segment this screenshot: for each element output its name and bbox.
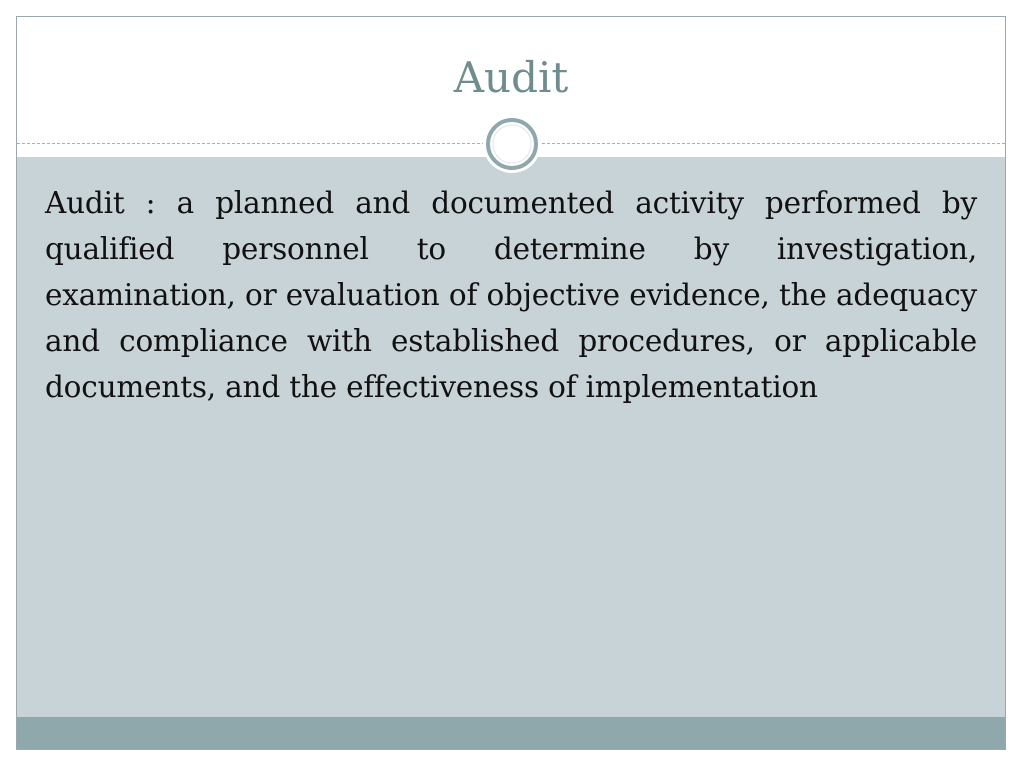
footer-band — [17, 717, 1005, 750]
slide — [16, 16, 1006, 750]
definition-text: Audit : a planned and documented activity performed by qualified personnel to determine by investigation, examination, or evaluation of objective evidence, the adequacy and compliance with established procedures, or applicable documents, and the effectiveness of implementation — [45, 186, 977, 404]
ring-ornament-icon — [481, 113, 543, 175]
slide-title: Audit — [453, 53, 569, 102]
